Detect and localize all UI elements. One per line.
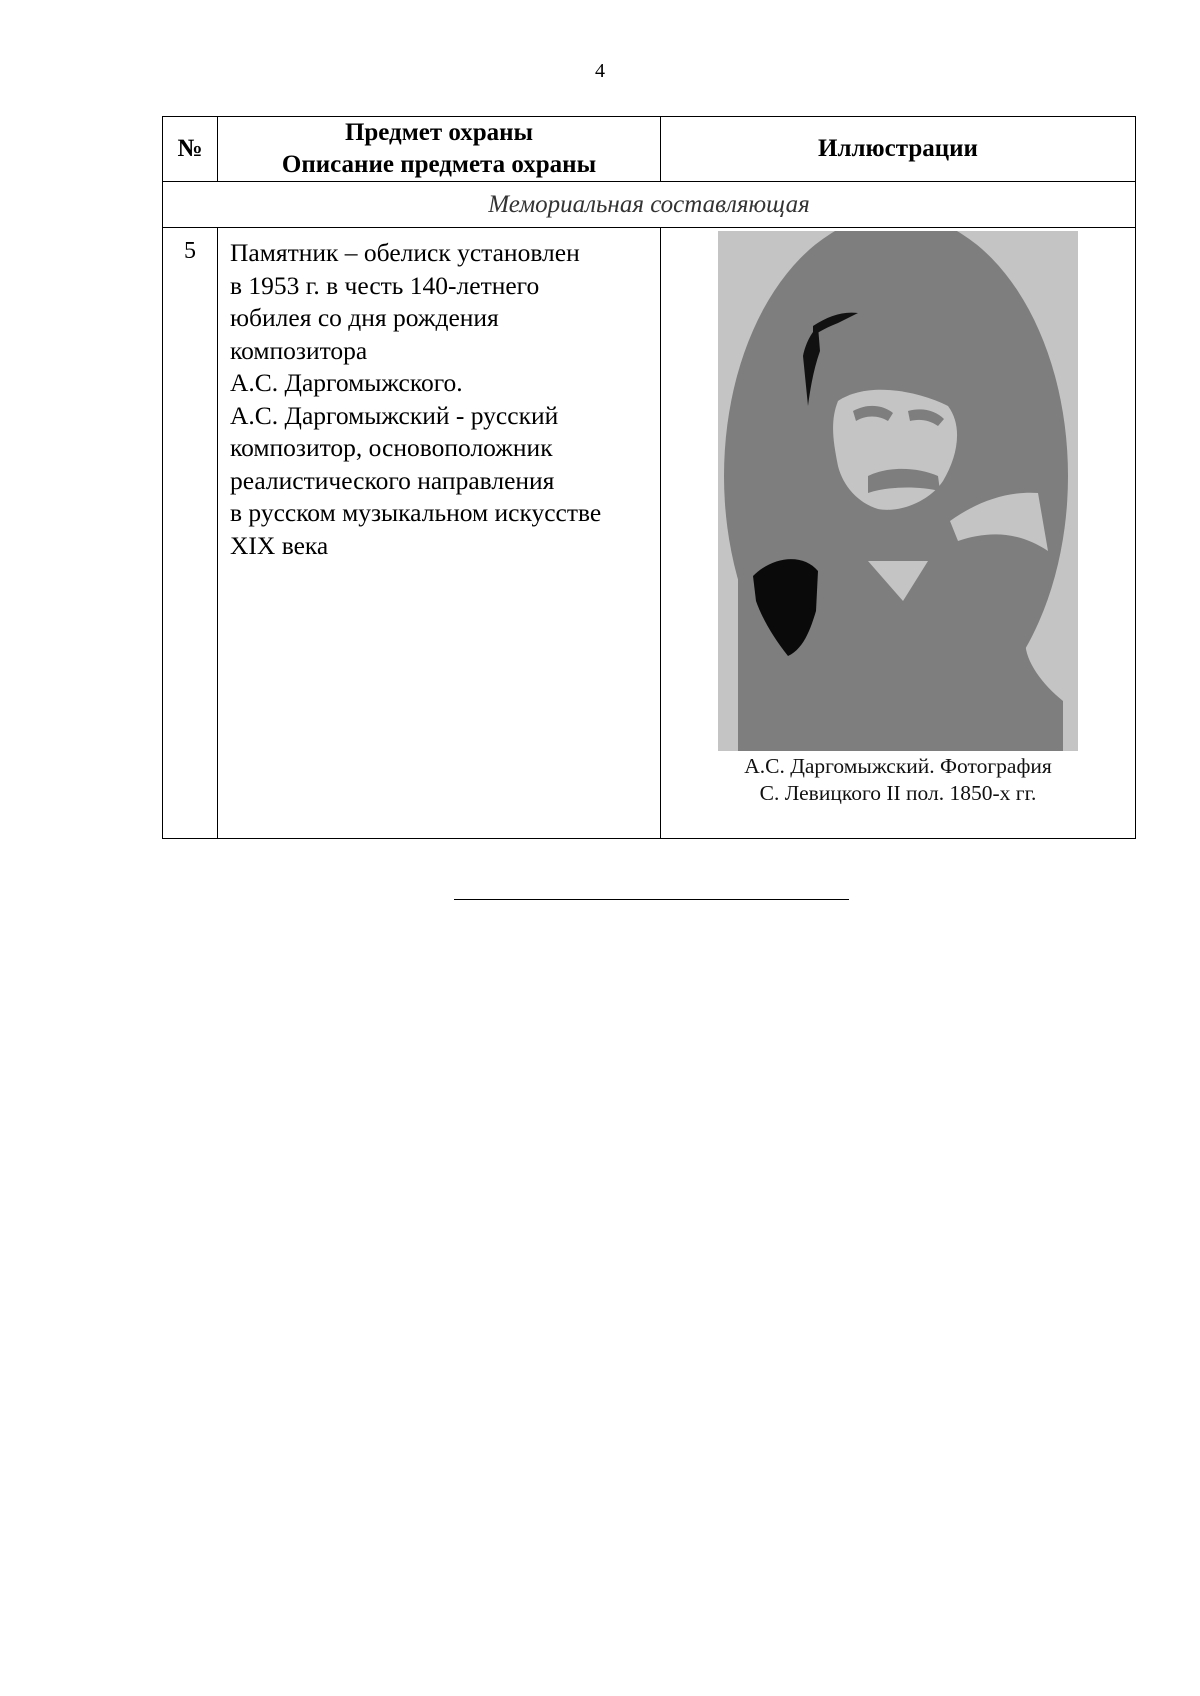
row-number: 5 (163, 228, 218, 839)
description-line: юбилея со дня рождения (230, 303, 499, 332)
description-line: А.С. Даргомыжский - русский (230, 400, 559, 430)
portrait-photo (718, 231, 1078, 751)
description-line: Памятник – обелиск установлен (230, 238, 580, 267)
header-subject (218, 117, 661, 182)
table-row (163, 228, 1136, 839)
header-number: № (163, 117, 218, 182)
description-line: композитор, основоположник (230, 433, 553, 462)
description-line: А.С. Даргомыжского. (230, 368, 463, 397)
description-line: композитора (230, 335, 368, 365)
description-line: XIX века (230, 530, 329, 560)
preservation-table (162, 116, 1136, 839)
header-illustrations: Иллюстрации (661, 117, 1136, 182)
description-line: в русском музыкальном искусстве (230, 498, 602, 527)
table-header-row (163, 117, 1136, 182)
section-title: Мемориальная составляющая (163, 182, 1136, 228)
photo-caption (661, 753, 1135, 807)
caption-line: А.С. Даргомыжский. Фотография (744, 754, 1052, 778)
caption-line: С. Левицкого II пол. 1850-х гг. (759, 781, 1037, 805)
end-of-document-line (454, 899, 849, 900)
header-subject-line2: Описание предмета охраны (281, 151, 597, 178)
page-number: 4 (595, 60, 605, 82)
description-line: реалистического направления (230, 465, 555, 495)
header-subject-line1: Предмет охраны (344, 119, 534, 146)
description-line: в 1953 г. в честь 140-летнего (230, 270, 540, 300)
section-row (163, 182, 1136, 228)
row-description (218, 228, 661, 839)
row-illustration (661, 228, 1136, 839)
